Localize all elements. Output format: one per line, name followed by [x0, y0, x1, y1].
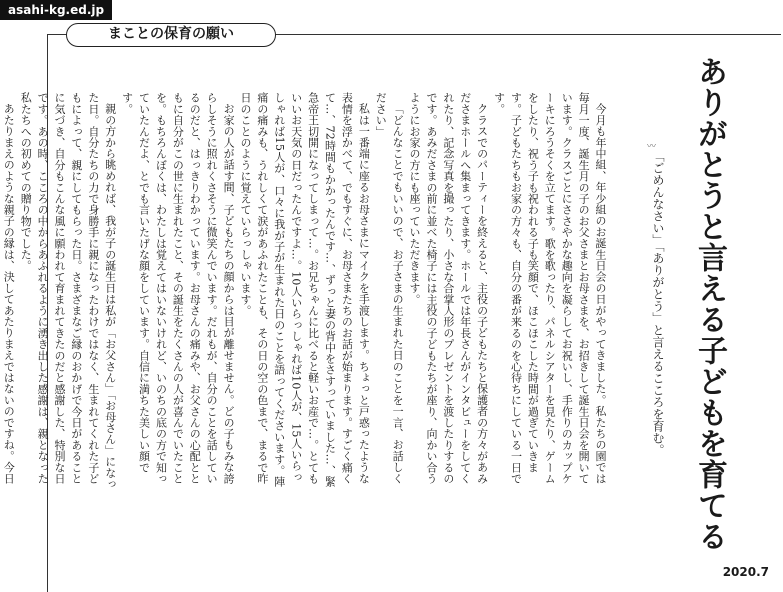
article-subtitle: 「ごめんなさい」「ありがとう」と言えるこころを育む。 [651, 150, 665, 456]
site-url-tag: asahi-kg.ed.jp [0, 0, 112, 20]
section-header-badge [66, 23, 276, 47]
body-paragraph: あたりまえのような親子の縁は、決してあたりまえではないのですね。今日 [2, 103, 16, 484]
body-paragraph: 私は一番端に座るお母さまにマイクを手渡します。ちょっと戸惑ったような表情を浮かべて、でもすぐに、お母さまたちのお話が始まります。すごく痛くて…、72時間もかかったんです…、ずっと妻の背中をさすっていました…、緊急帝王切開になってしまって…。お兄ちゃんに比べると軽いお産で…。とてもいいお天気の日だったんですよ…。10人いらっしゃれば10人が、15人いらっしゃれば15人が、口々に我が子が生まれた日のことを語ってくださいます。陣痛の痛みも、うれしくて涙があふれたことも、その日の空の色まで、まるで昨日のことのように覚えていらっしゃいます。 [238, 92, 371, 488]
article-body [2, 92, 608, 492]
section-header-label: まことの保育の願い [108, 26, 234, 42]
body-paragraph: 「どんなことでもいいので、お子さまの生まれた日のことを一言、お話しください」 [374, 92, 405, 484]
body-paragraph: 親の方から眺めれば、我が子の誕生日は私が「お父さん」「お母さん」になった日。自分たちの力で身勝手に親になったわけではなく、生まれてくれた子どもによって、親にしてもらった日。さまざまなご縁のおかげで今日があることに気づき、自分もこんな風に願われて育まれてきたのだと感謝した、特別な日です。あの時、こころの中からあふれるように湧き出した感謝は、親となった私たちへの初めての贈り物でした。 [19, 92, 117, 490]
wave-ornament-icon: 〰 [647, 142, 657, 152]
body-paragraph: 今月も年中組、年少組のお誕生日会の日がやってきました。私たちの園では毎月一度、誕生月の子のお父さまとお母さまを、お招きして誕生日会を開いています。クラスごとにささやかな趣向を凝らしてお祝いし、手作りのカップケーキにろうそくを立てます。歌を歌ったり、パネルシアターを見たり、ゲームをしたり、祝う子も祝われる子も笑顔で、ほこほこした時間が過ぎていきます。子どもたちもお家の方々も、自分の番が来るのを心待ちにしている一日です。 [492, 92, 607, 484]
article-title: ありがとうと言える子どもを育てる [692, 56, 727, 552]
body-paragraph: お家の人が話す間、子どもたちの顔からは目が離せません。どの子もみな誇らしそうに照れくさそうに微笑んでいます。だれもが、自分のことを話しているのだと、はっきりわかっています。お母さんの痛みや、お父さんの心配とともに自分がこの世に生まれたこと、その誕生をたくさんの人が喜んでいたことを。もちろんぼくは、わたしは覚えてはいないけれど、いのちの底の方で知っていたんだよ、とでも言いたげな顔をしています。自信に満ちた美しい顔です。 [120, 92, 236, 484]
body-paragraph: クラスでのパーティーを終えると、主役の子どもたちと保護者の方々があみださまホールへ集まってきます。ホールでは年長さんがインタビューをしてくれたり、記念写真を撮ったり、小さな合掌人形のプレゼントを渡したりするのです。あみださまの前に並べた椅子には主役の子どもたちが座り、向かい合うようにお家の方にも座っていただきます。 [408, 92, 489, 484]
issue-date: 2020.7 [722, 565, 769, 579]
